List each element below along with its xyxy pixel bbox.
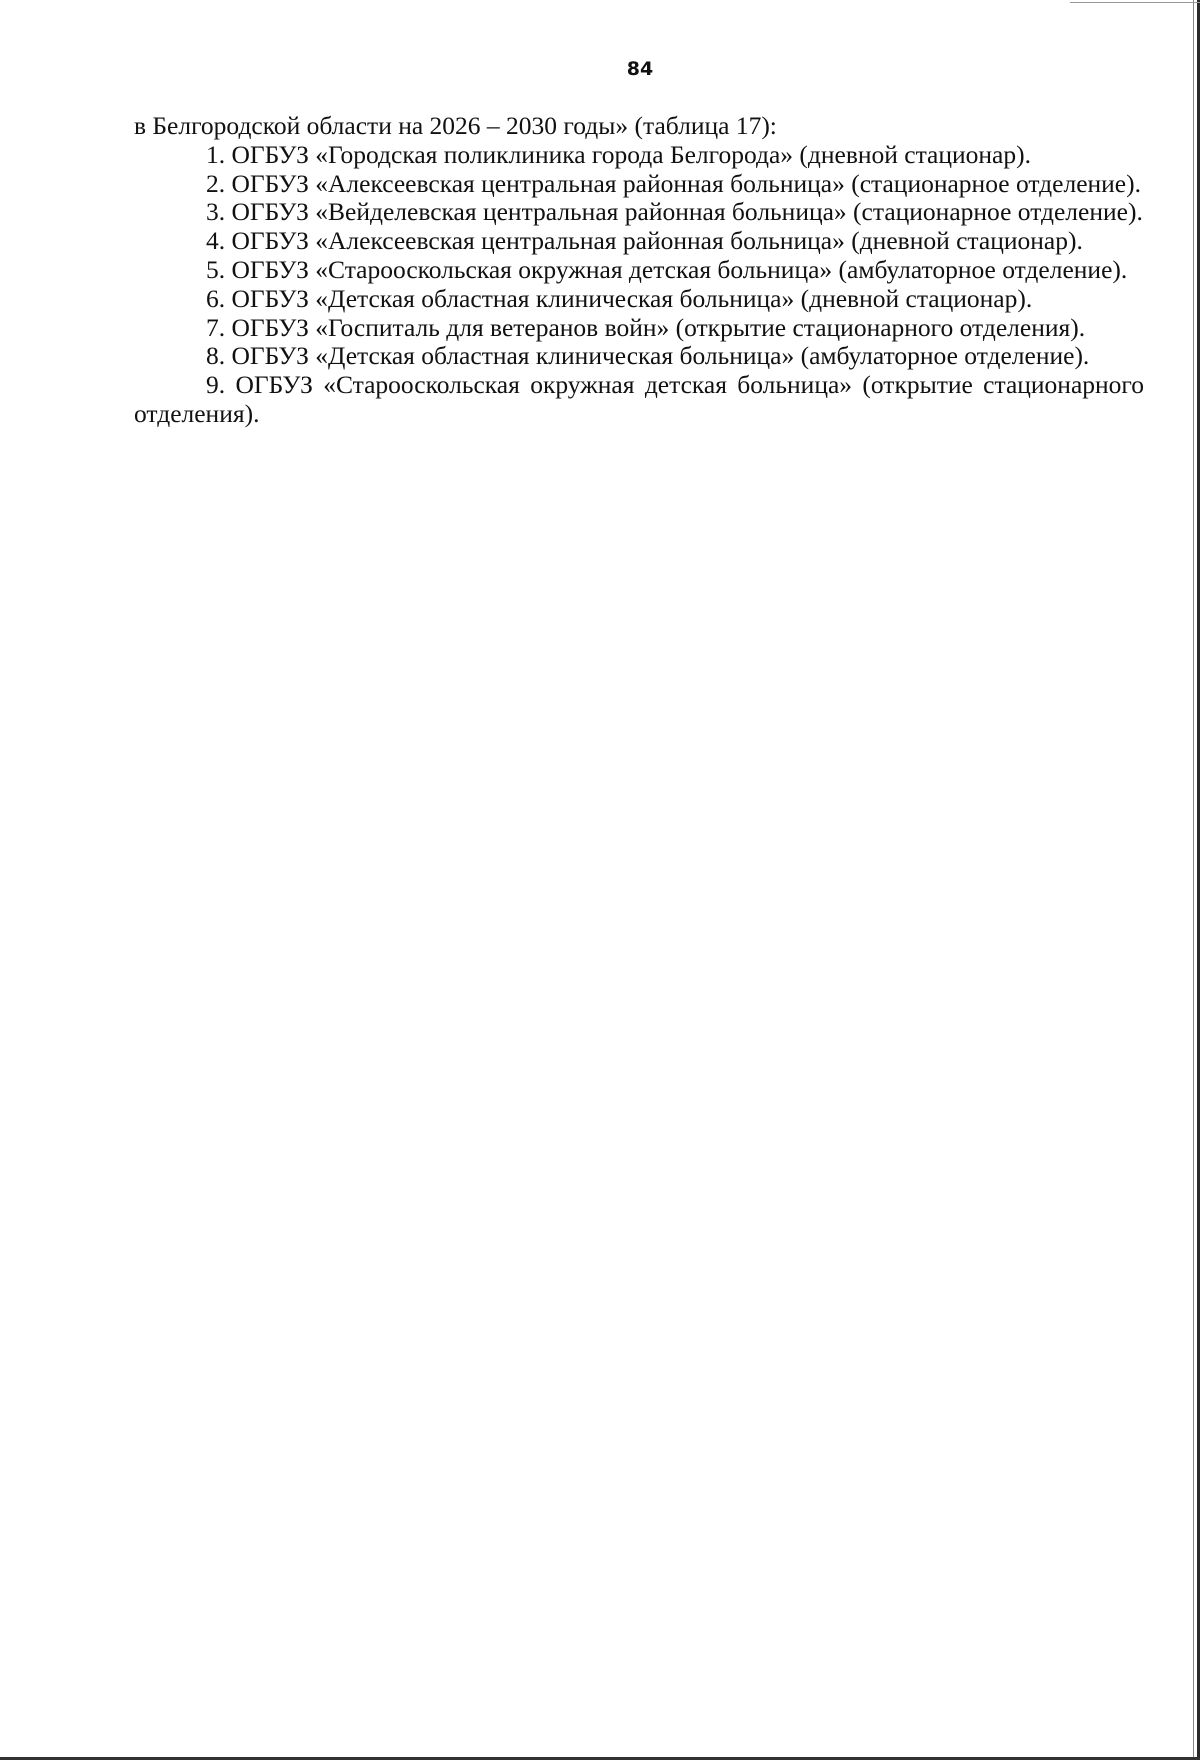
list-item: 7. ОГБУЗ «Госпиталь для ветеранов войн» (открытие стационарного отделения).	[206, 312, 1086, 342]
list-item: 6. ОГБУЗ «Детская областная клиническая больница» (дневной стационар).	[206, 283, 1033, 313]
list-item: 5. ОГБУЗ «Старооскольская окружная детская больница» (амбулаторное отделение).	[206, 254, 1128, 284]
scan-edge-right-inner	[1193, 0, 1194, 1760]
page-number: 84	[626, 58, 654, 80]
list-item: 1. ОГБУЗ «Городская поликлиника города Белгорода» (дневной стационар).	[206, 139, 1031, 169]
list-item: 2. ОГБУЗ «Алексеевская центральная районная больница» (стационарное отделение).	[206, 168, 1141, 198]
list-item: 9. ОГБУЗ «Старооскольская окружная детская больница» (открытие стационарного отделения).	[134, 370, 1144, 428]
intro-line: в Белгородской области на 2026 – 2030 годы» (таблица 17):	[134, 111, 777, 140]
document-body	[134, 112, 1144, 429]
list-item: 3. ОГБУЗ «Вейделевская центральная районная больница» (стационарное отделение).	[206, 197, 1143, 227]
scan-edge-top	[1070, 2, 1200, 3]
list-item: 4. ОГБУЗ «Алексеевская центральная районная больница» (дневной стационар).	[206, 226, 1083, 256]
list-item: 8. ОГБУЗ «Детская областная клиническая больница» (амбулаторное отделение).	[206, 341, 1090, 371]
